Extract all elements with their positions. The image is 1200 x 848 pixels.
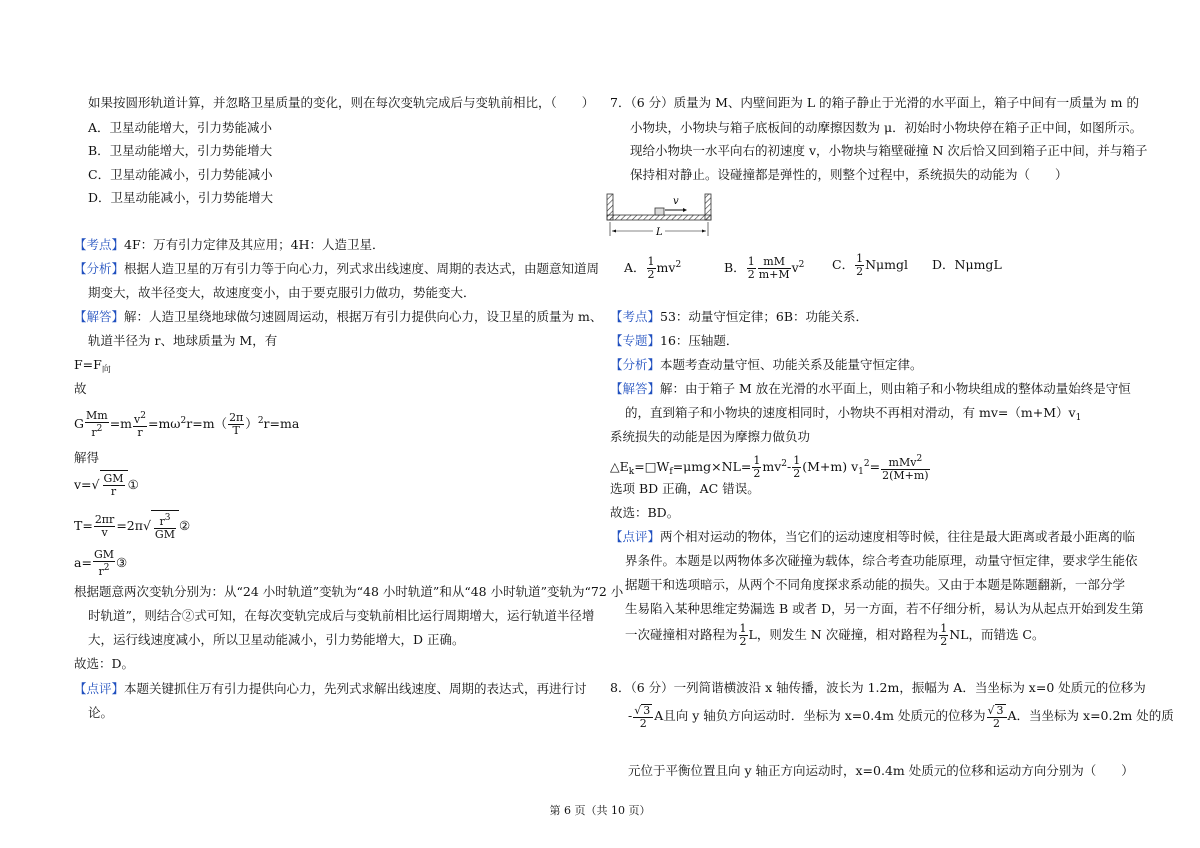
q7-dianping-4: 生易陷入某种思维定势漏选 B 或者 D，另一方面，若不仔细分析，易认为从起点开始到发生第 <box>625 601 1144 616</box>
q7-line-2: 小物块，小物块与箱子底板间的动摩擦因数为 μ．初始时小物块停在箱子正中间，如图所示。 <box>630 120 1143 135</box>
jieda-text-1: 解：人造卫星绕地球做匀速圆周运动，根据万有引力提供向心力，设卫星的质量为 m、 <box>124 309 603 324</box>
q7-dianping-line: 【点评】两个相对运动的物体，当它们的运动速度相等时候，往往是最大距离或者最小距离的临 <box>610 529 1136 544</box>
box-figure <box>605 190 715 242</box>
q7-energy-equation: $\triangle E_k=□W_f=\mu mg\times NL=$ $\frac{1}{2}$ $mv^2-$ $\frac{1}{2}$ (M+m) $v_1^2=$ $\frac{mMv^2}{2(M+m)}$ <box>610 454 929 482</box>
q7-kaodian-line: 【考点】53：动量守恒定律；6B：功能关系． <box>610 309 869 324</box>
q6-stem: 如果按圆形轨道计算，并忽略卫星质量的变化，则在每次变轨完成后与变轨前相比，（ ） <box>88 95 595 110</box>
q7-line-3: 现给小物块一水平向右的初速度 v，小物块与箱壁碰撞 N 次后恰又回到箱子正中间，并与箱子 <box>630 143 1148 158</box>
q7-option-d: D．NμmgL <box>932 257 1002 272</box>
kaodian-text: 4F：万有引力定律及其应用；4H：人造卫星． <box>124 237 385 252</box>
q8-line-3: 元位于平衡位置且向 y 轴正方向运动时，x=0.4m 处质元的位移和运动方向分别为（ ） <box>628 763 1134 778</box>
fenxi-tag: 【分析】 <box>74 261 125 276</box>
kaodian-tag: 【考点】 <box>74 237 125 252</box>
q7-jieda-5: 选项 BD 正确，AC 错误。 <box>610 481 760 496</box>
q7-line-4: 保持相对静止。设碰撞都是弹性的，则整个过程中，系统损失的动能为（ ） <box>630 167 1068 182</box>
q7-option-b: B． $\frac{1}{2}$ $\frac{mM}{m+M}$ $v^2$ <box>724 255 805 281</box>
q7-option-a: A． $\frac{1}{2}$ $mv^2$ <box>624 255 682 281</box>
q6-option-a: A．卫星动能增大，引力势能减小 <box>88 120 273 135</box>
fig-L-label: L <box>656 227 663 238</box>
dianping-line <box>74 681 587 697</box>
q7-jieda-line: 【解答】解：由于箱子 M 放在光滑的水平面上，则由箱子和小物块组成的整体动量始终是守恒 <box>610 381 1131 396</box>
fig-v-label: v <box>673 196 679 207</box>
block <box>655 208 664 215</box>
dianping-text-2: 论。 <box>88 705 114 720</box>
q7-fenxi-line: 【分析】本题考查动量守恒、功能关系及能量守恒定律。 <box>610 357 923 372</box>
dianping-text-1: 本题关键抓住万有引力提供向心力，先列式求解出线速度、周期的表达式，再进行讨 <box>124 681 587 696</box>
q7-dianping-5: 一次碰撞相对路程为 $\frac{1}{2}$ L，则发生 N 次碰撞，相对路程为 $\frac{1}{2}$ NL，而错选 C。 <box>625 622 1045 648</box>
page-footer: 第 6 页（共 10 页） <box>549 804 651 817</box>
fenxi-text-1: 根据人造卫星的万有引力等于向心力，列式求出线速度、周期的表达式，由题意知道周 <box>124 261 600 276</box>
q7-jieda-3: 系统损失的动能是因为摩擦力做负功 <box>610 429 811 444</box>
conclude-2: 时轨道”，则结合②式可知，在每次变轨完成后与变轨前相比运行周期增大，运行轨道半径增 <box>88 608 595 623</box>
q7-dianping-3: 据题干和选项暗示，从两个不同角度探求系动能的损失。又由于本题是陈题翻新，一部分学 <box>625 577 1126 592</box>
conclude-3: 大，运行线速度减小，所以卫星动能减小，引力势能增大，D 正确。 <box>88 632 465 647</box>
q8-line-1: 8．（6 分）一列简谐横波沿 x 轴传播，波长为 1.2m，振幅为 A．当坐标为 x=0 处质元的位移为 <box>610 680 1146 695</box>
q7-zhuanti-line: 【专题】16：压轴题． <box>610 333 739 348</box>
conclude-1: 根据题意两次变轨分别为：从“24 小时轨道”变轨为“48 小时轨道”和从“48 小时轨道”变轨为“72 小 <box>74 584 624 599</box>
answer-line: 故选：D。 <box>74 656 135 671</box>
kaodian-line <box>74 237 385 253</box>
equation-a: a= $\frac{GM}{r^2}$ ③ <box>74 548 128 578</box>
equation-force: $F=F_向$ <box>74 357 111 375</box>
equation-t: T= $\frac{2\pi r}{v}$ =2π√ $\frac{r^3}{GM}$ ② <box>74 510 190 541</box>
fenxi-text-2: 期变大，故半径变大，故速度变小，由于要克服引力做功，势能变大． <box>88 285 476 300</box>
dianping-tag: 【点评】 <box>74 681 125 696</box>
q7-jieda-2: 的，直到箱子和小物块的速度相同时，小物块不再相对滑动，有 $mv=(m+M)v_1$ <box>625 405 1082 423</box>
equation-v: v=√ $\frac{GM}{r}$ ① <box>74 472 139 498</box>
q7-dianping-2: 界条件。本题是以两物体多次碰撞为载体，综合考查功能原理，动量守恒定律，要求学生能依 <box>625 553 1138 568</box>
q7-line-1: 7．（6 分）质量为 M、内壁间距为 L 的箱子静止于光滑的水平面上，箱子中间有一质量为 m 的 <box>610 95 1139 110</box>
gu-label: 故 <box>74 381 87 396</box>
q8-line-2: - $\frac{√ 3}{2}$ A且向 y 轴负方向运动时．坐标为 x=0.4m 处质元的位移为 $\frac{√ 3}{2}$ A．当坐标为 x=0.2m 处的质 <box>628 703 1174 730</box>
equation-gravity: G $\frac{Mm}{r^2}$ =m $\frac{v^2}{r}$ $=m\omega^2r=m$（ $\frac{2\pi}{T}$ ）$^2$r=ma <box>74 409 300 439</box>
jiede-label: 解得 <box>74 450 100 465</box>
q7-option-c: C． $\frac{1}{2}$ Nμmgl <box>832 252 908 278</box>
q6-option-b: B．卫星动能增大，引力势能增大 <box>88 143 273 158</box>
q6-option-c: C．卫星动能减小，引力势能减小 <box>88 167 273 182</box>
fenxi-line <box>74 261 599 277</box>
jieda-text-2: 轨道半径为 r、地球质量为 M，有 <box>88 333 278 348</box>
jieda-tag: 【解答】 <box>74 309 125 324</box>
q6-option-d: D．卫星动能减小，引力势能增大 <box>88 190 274 205</box>
jieda-line <box>74 309 602 325</box>
q7-jieda-6: 故选：BD。 <box>610 505 680 520</box>
